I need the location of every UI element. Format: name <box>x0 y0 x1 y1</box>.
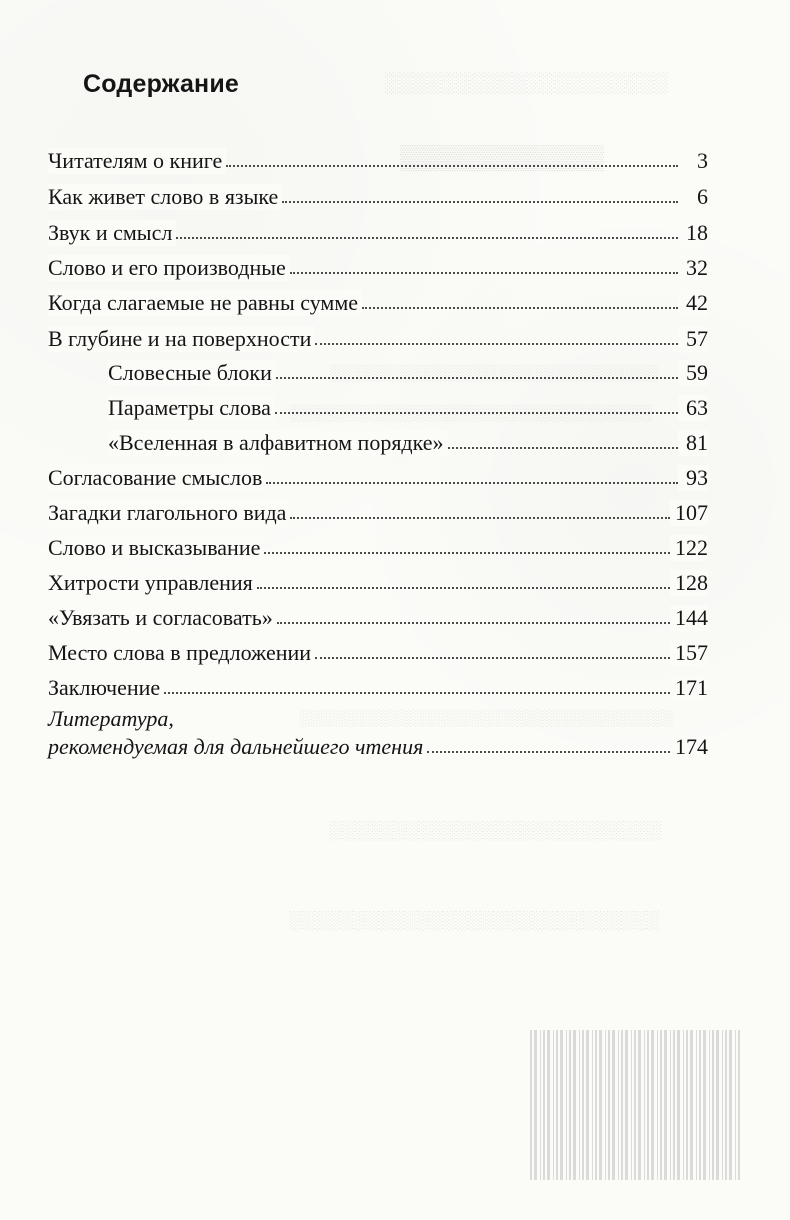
toc-title: Параметры слова <box>108 395 275 421</box>
dot-leader <box>290 272 678 274</box>
dot-leader <box>266 482 678 484</box>
page-number: 42 <box>678 290 708 316</box>
toc-entry-word-life <box>48 180 708 210</box>
toc-title: Хитрости управления <box>48 570 257 596</box>
toc-title: Как живет слово в языке <box>48 184 282 210</box>
show-through-barcode <box>530 1030 740 1180</box>
contents-heading: Содержание <box>83 70 240 98</box>
page-number: 128 <box>670 570 708 596</box>
toc-title: В глубине и на поверхности <box>48 326 315 352</box>
toc-entry-conclusion <box>48 671 708 701</box>
dot-leader <box>226 165 678 167</box>
literature-title-line-2: рекомендуемая для дальнейшего чтения <box>48 734 427 760</box>
toc-entry-word-parameters <box>108 391 708 421</box>
toc-title: «Вселенная в алфавитном порядке» <box>108 430 448 456</box>
toc-entry-sum <box>48 286 708 316</box>
page-number: 122 <box>670 535 708 561</box>
toc-entry-alphabetic-universe <box>108 426 708 456</box>
toc-entry-word-blocks <box>108 356 708 386</box>
page-number: 57 <box>678 326 708 352</box>
dot-leader <box>257 587 670 589</box>
toc-entry-word-position <box>48 636 708 666</box>
toc-entry-depth-surface <box>48 322 708 352</box>
dot-leader <box>315 657 670 659</box>
toc-title: Когда слагаемые не равны сумме <box>48 290 362 316</box>
dot-leader <box>276 377 678 379</box>
toc-title: Загадки глагольного вида <box>48 500 290 526</box>
toc-entry-link-agree <box>48 601 708 631</box>
dot-leader <box>277 622 670 624</box>
dot-leader <box>315 343 678 345</box>
toc-title: Заключение <box>48 675 164 701</box>
toc-entry-derivatives <box>48 251 708 281</box>
page-number: 63 <box>678 395 708 421</box>
dot-leader <box>176 237 678 239</box>
toc-entry-verb-aspect <box>48 496 708 526</box>
dot-leader <box>448 447 678 449</box>
toc-title: Слово и высказывание <box>48 535 264 561</box>
toc-entry-literature <box>48 730 708 760</box>
dot-leader <box>275 412 678 414</box>
toc-title: Место слова в предложении <box>48 640 315 666</box>
toc-entry-meaning-agreement <box>48 461 708 491</box>
toc-title: Читателям о книге <box>48 148 226 174</box>
dot-leader <box>282 201 678 203</box>
toc-title: Слово и его производные <box>48 255 290 281</box>
toc-entry-sound-sense <box>48 216 708 246</box>
dot-leader <box>427 751 670 753</box>
page-number: 171 <box>670 675 708 701</box>
page-number: 144 <box>670 605 708 631</box>
page-number: 59 <box>678 360 708 386</box>
dot-leader <box>264 552 670 554</box>
page-number: 6 <box>678 184 708 210</box>
page-number: 107 <box>670 500 708 526</box>
toc-title: «Увязать и согласовать» <box>48 605 277 631</box>
page-number: 3 <box>678 148 708 174</box>
dot-leader <box>290 517 670 519</box>
dot-leader <box>164 692 670 694</box>
page-number: 18 <box>678 220 708 246</box>
show-through-text: ░░░░░░░░░░░░░░░░░░░░ ▒▒▒▒▒▒▒▒▒▒▒▒ ░░░░░░░░░░░░░░░░░░░░░░░░░░░░░ ░░░░░░░░░░░░░░░░░░░░░░░░░░░░░░░░ ░░░░░░░░░░░░░░░░░░░░░░░░░░░░░░░░░ ░░░░░░░░░░░░░░░░░░░░░░░░░░ ░░░░░░░░░░░░░░░░░░░░░░░░░░░░░ <box>290 72 675 930</box>
toc-title: Согласование смыслов <box>48 465 266 491</box>
toc-title: Звук и смысл <box>48 220 176 246</box>
page-number: 81 <box>678 430 708 456</box>
toc-entry-word-utterance <box>48 531 708 561</box>
page-number: 32 <box>678 255 708 281</box>
page-number: 174 <box>670 734 708 760</box>
toc-entry-government <box>48 566 708 596</box>
page-number: 157 <box>670 640 708 666</box>
dot-leader <box>362 307 678 309</box>
toc-title: Словесные блоки <box>108 360 276 386</box>
literature-title-line-1: Литература, <box>48 706 174 731</box>
page-number: 93 <box>678 465 708 491</box>
toc-entry-readers <box>48 144 708 174</box>
